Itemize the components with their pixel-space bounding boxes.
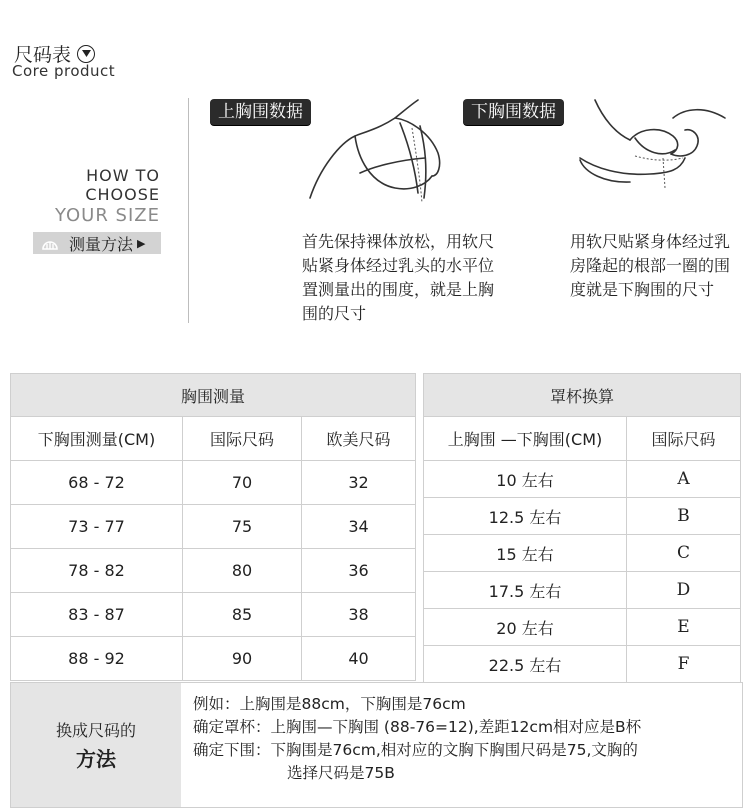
table-cell: 83 - 87 xyxy=(11,593,183,637)
table-row xyxy=(424,461,741,498)
method-label-panel xyxy=(11,683,181,807)
table-cell: 90 xyxy=(183,637,302,681)
table-row xyxy=(11,637,416,681)
column-header: 国际尺码 xyxy=(183,417,302,461)
lower-bust-badge: 下胸围数据 xyxy=(463,99,564,125)
size-method-box xyxy=(10,682,743,808)
page-subtitle: Core product xyxy=(12,62,116,80)
chevron-down-circle-icon[interactable] xyxy=(77,45,95,63)
method-label-line-2: 方法 xyxy=(76,747,116,771)
table-cell: 88 - 92 xyxy=(11,637,183,681)
table-cell: 17.5 左右 xyxy=(424,572,627,609)
lower-bust-description: 用软尺贴紧身体经过乳房隆起的根部一圈的围度就是下胸围的尺寸 xyxy=(570,232,731,299)
table-cell: 15 左右 xyxy=(424,535,627,572)
method-band-line: 确定下围：下胸围是76cm,相对应的文胸下胸围尺码是75,文胸的 xyxy=(193,741,638,759)
table-cell: C xyxy=(627,535,741,572)
caret-right-icon: ▶ xyxy=(137,236,146,250)
table-cell: 75 xyxy=(183,505,302,549)
table-row xyxy=(424,498,741,535)
table-cell: 22.5 左右 xyxy=(424,646,627,683)
method-cup-line: 确定罩杯：上胸围—下胸围 (88-76=12),差距12cm相对应是B杯 xyxy=(193,718,642,736)
table-row xyxy=(11,461,416,505)
column-header: 欧美尺码 xyxy=(302,417,416,461)
table-cell: 36 xyxy=(302,549,416,593)
lower-bust-illustration xyxy=(575,98,730,208)
table-cell: 85 xyxy=(183,593,302,637)
bust-measurement-table xyxy=(10,373,416,681)
upper-bust-badge: 上胸围数据 xyxy=(210,99,311,125)
table-cell: B xyxy=(627,498,741,535)
method-text-panel xyxy=(181,683,742,807)
howto-line-2: CHOOSE xyxy=(85,185,160,204)
table-cell: 70 xyxy=(183,461,302,505)
table-cell: D xyxy=(627,572,741,609)
method-example: 例如：上胸围是88cm，下胸围是76cm xyxy=(193,695,466,713)
cup-conversion-table xyxy=(423,373,741,683)
howto-line-3: YOUR SIZE xyxy=(54,205,160,226)
upper-bust-illustration xyxy=(300,98,450,208)
table-cell: 20 左右 xyxy=(424,609,627,646)
table-row xyxy=(11,593,416,637)
cup-table-title: 罩杯换算 xyxy=(424,374,741,417)
method-band-line-2: 选择尺码是75B xyxy=(287,764,395,782)
table-cell: 73 - 77 xyxy=(11,505,183,549)
title-text: 尺码表 xyxy=(14,44,72,66)
table-cell: 10 左右 xyxy=(424,461,627,498)
table-cell: 80 xyxy=(183,549,302,593)
table-row xyxy=(11,549,416,593)
table-row xyxy=(424,609,741,646)
table-cell: 68 - 72 xyxy=(11,461,183,505)
table-row xyxy=(424,572,741,609)
table-cell: 12.5 左右 xyxy=(424,498,627,535)
table-cell: F xyxy=(677,654,690,674)
column-header: 国际尺码 xyxy=(627,417,741,461)
table-row xyxy=(424,646,741,683)
measure-method-label: 测量方法 xyxy=(69,234,134,254)
measure-method-tag xyxy=(33,232,161,254)
table-row xyxy=(11,505,416,549)
table-cell: 34 xyxy=(302,505,416,549)
table-cell: 40 xyxy=(348,649,369,668)
column-header: 上胸围 —下胸围(CM) xyxy=(424,417,627,461)
method-label-line-1: 换成尺码的 xyxy=(55,721,136,740)
table-cell: 38 xyxy=(302,593,416,637)
bust-table-title: 胸围测量 xyxy=(11,374,416,417)
table-cell: 78 - 82 xyxy=(11,549,183,593)
table-cell: A xyxy=(627,461,741,498)
table-cell: 32 xyxy=(302,461,416,505)
table-row xyxy=(424,535,741,572)
divider-line xyxy=(188,98,189,323)
table-cell: E xyxy=(627,609,741,646)
howto-line-1: HOW TO xyxy=(86,166,160,185)
column-header: 下胸围测量(CM) xyxy=(11,417,183,461)
ruler-icon xyxy=(39,236,61,250)
upper-bust-description: 首先保持裸体放松，用软尺贴紧身体经过乳头的水平位置测量出的围度，就是上胸围的尺寸 xyxy=(302,232,495,323)
